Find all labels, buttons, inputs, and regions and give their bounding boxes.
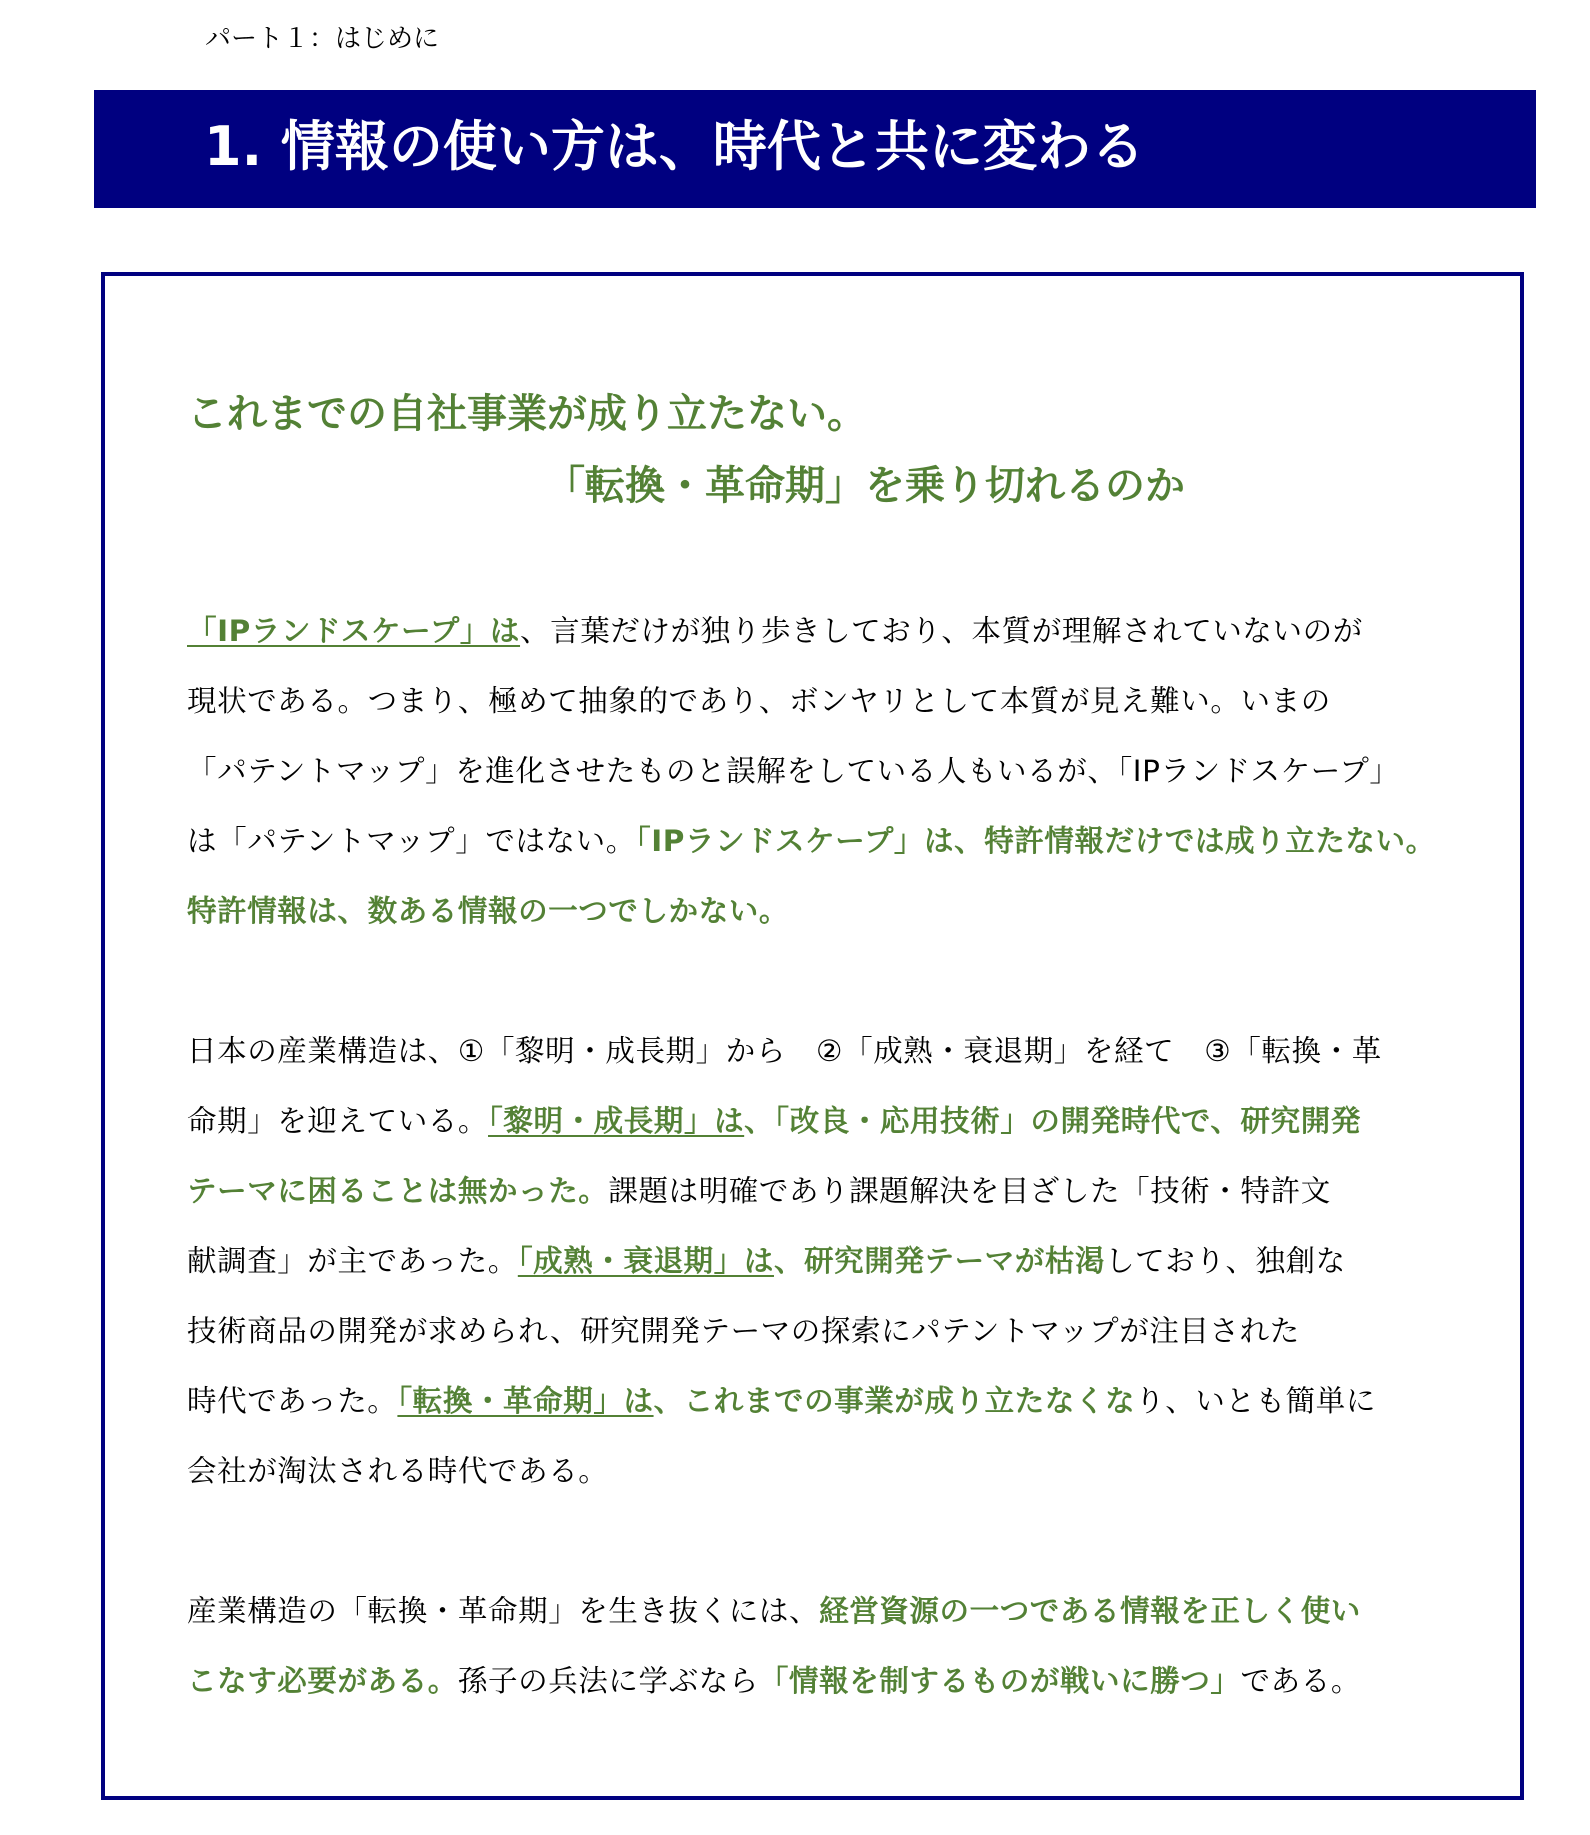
text-line [187, 1156, 1437, 1226]
text-line [187, 1576, 1437, 1646]
highlight-text: テーマに困ることは無かった。 [187, 1174, 609, 1208]
headline-line-1: これまでの自社事業が成り立たない。 [187, 391, 867, 437]
text-line: 日本の産業構造は、①「黎明・成長期」から ②「成熟・衰退期」を経て ③「転換・革 [187, 1034, 1382, 1068]
page-title: 1. 情報の使い方は、時代と共に変わる [204, 115, 1145, 178]
title-bar [94, 90, 1536, 208]
text-span: 課題は明確であり課題解決を目ざした「技術・特許文 [608, 1174, 1331, 1208]
text-line: 現状である。つまり、極めて抽象的であり、ボンヤリとして本質が見え難い。いまの [187, 684, 1331, 718]
text-span: しており、独創な [1105, 1244, 1346, 1278]
text-span: 孫子の兵法に学ぶなら [457, 1664, 759, 1698]
highlight-text: 「情報を制するものが戦いに勝つ」 [758, 1664, 1241, 1698]
text-span: 時代であった。 [187, 1384, 398, 1418]
text-span: 産業構造の「転換・革命期」を生き抜くには、 [187, 1594, 820, 1628]
text-line [187, 596, 1437, 666]
text-line [187, 1226, 1437, 1296]
highlight-text: 、これまでの事業が成り立たなくな [653, 1384, 1136, 1418]
text-line [187, 1086, 1437, 1156]
highlight-text: こなす必要がある。 [187, 1664, 458, 1698]
paragraph-ip-landscape [187, 596, 1437, 946]
text-line [187, 806, 1437, 876]
highlight-line: 特許情報は、数ある情報の一つでしかない。 [187, 894, 790, 928]
headline-line-2: 「転換・革命期」を乗り切れるのか [545, 463, 1185, 509]
text-line [187, 1646, 1437, 1716]
highlight-text: 「IPランドスケープ」は、特許情報だけでは成り立たない。 [635, 824, 1436, 858]
highlight-text: 、「改良・応用技術」の開発時代で、研究開発 [744, 1104, 1361, 1138]
text-span: は「パテントマップ」ではない。 [187, 824, 636, 858]
text-line: 会社が淘汰される時代である。 [187, 1454, 609, 1488]
highlight-term: 「成熟・衰退期」は [517, 1244, 774, 1278]
text-line: 「パテントマップ」を進化させたものと誤解をしている人もいるが、「IPランドスケープ」 [187, 754, 1400, 788]
text-span: 、言葉だけが独り歩きしており、本質が理解されていないのが [520, 614, 1363, 648]
highlight-term: 「黎明・成長期」は [488, 1104, 745, 1138]
text-line: 技術商品の開発が求められ、研究開発テーマの探索にパテントマップが注目された [187, 1314, 1300, 1348]
highlight-text: 経営資源の一つである情報を正しく使い [819, 1594, 1361, 1628]
text-span: 命期」を迎えている。 [187, 1104, 489, 1138]
text-span: である。 [1240, 1664, 1361, 1698]
paragraph-industry-structure [187, 1016, 1437, 1506]
text-span: り、いとも簡単に [1135, 1384, 1376, 1418]
content-box [101, 272, 1524, 1800]
highlight-term: 「IPランドスケープ」は [187, 614, 521, 648]
paragraph-conclusion [187, 1576, 1437, 1716]
highlight-term: 「転換・革命期」は [397, 1384, 654, 1418]
part-label: パート１：はじめに [205, 24, 440, 54]
text-span: 献調査」が主であった。 [187, 1244, 518, 1278]
highlight-text: 、研究開発テーマが枯渇 [773, 1244, 1106, 1278]
text-line [187, 1366, 1437, 1436]
